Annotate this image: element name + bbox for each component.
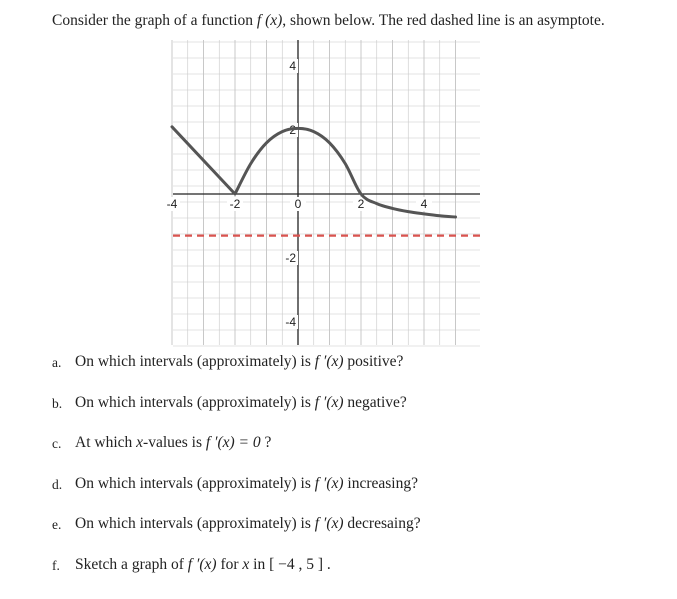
question-text-part: On which intervals (approximately) is [75, 474, 315, 492]
question-math: f ′(x) [314, 515, 344, 533]
y-tick-label: 4 [289, 59, 296, 73]
question-letter: d. [52, 476, 63, 492]
question-letter: c. [52, 436, 62, 452]
x-tick-label: 4 [420, 197, 428, 211]
question-item [52, 353, 421, 394]
question-item [52, 434, 421, 475]
question-math: x [242, 555, 250, 573]
grid-lines [172, 40, 480, 346]
question-text-part: -values is [143, 434, 206, 452]
question-text-part: for [216, 555, 243, 573]
question-text-part: On which intervals (approximately) is [75, 515, 315, 533]
intro-function-name: f (x) [256, 12, 283, 29]
question-math: f ′(x) = 0 [205, 434, 261, 452]
x-tick-label: -4 [166, 197, 178, 211]
question-text [75, 556, 331, 574]
question-math: f ′(x) [314, 353, 344, 370]
question-text [75, 353, 403, 371]
question-math: f ′(x) [314, 474, 344, 492]
question-letter: f. [52, 557, 60, 573]
question-item [52, 556, 421, 597]
question-item [52, 394, 421, 435]
question-list [52, 353, 421, 597]
question-text-part: decresaing? [343, 515, 421, 533]
question-text [75, 515, 421, 533]
intro-text-before: Consider the graph of a function [52, 12, 257, 29]
question-text-part: negative? [343, 393, 407, 411]
x-tick-label: 2 [357, 197, 365, 211]
question-text-part: On which intervals (approximately) is [75, 393, 315, 411]
question-math: f ′(x) [187, 555, 217, 573]
question-text-part: positive? [343, 353, 404, 370]
x-tick-label: 0 [294, 197, 302, 211]
question-text [75, 394, 407, 412]
question-text-part: Sketch a graph of [75, 555, 188, 573]
question-text-part: in [ −4 , 5 ] . [249, 555, 331, 573]
question-text [75, 475, 418, 493]
y-tick-label: -4 [285, 315, 296, 329]
intro-text-after: , shown below. The red dashed line is an asymptote. [282, 12, 605, 29]
x-tick-label: -2 [229, 197, 241, 211]
question-math: x [136, 434, 144, 452]
question-letter: a. [52, 355, 62, 370]
question-item [52, 515, 421, 556]
question-text-part: increasing? [343, 474, 418, 492]
question-text-part: On which intervals (approximately) is [75, 353, 315, 370]
question-text-part: At which [75, 434, 137, 452]
question-letter: e. [52, 517, 62, 533]
y-tick-label: -2 [285, 251, 296, 265]
question-text [75, 434, 271, 452]
question-math: f ′(x) [314, 393, 344, 411]
question-letter: b. [52, 395, 63, 411]
question-text-part: ? [260, 434, 272, 452]
question-item [52, 475, 421, 516]
y-tick-label: 2 [289, 123, 296, 137]
